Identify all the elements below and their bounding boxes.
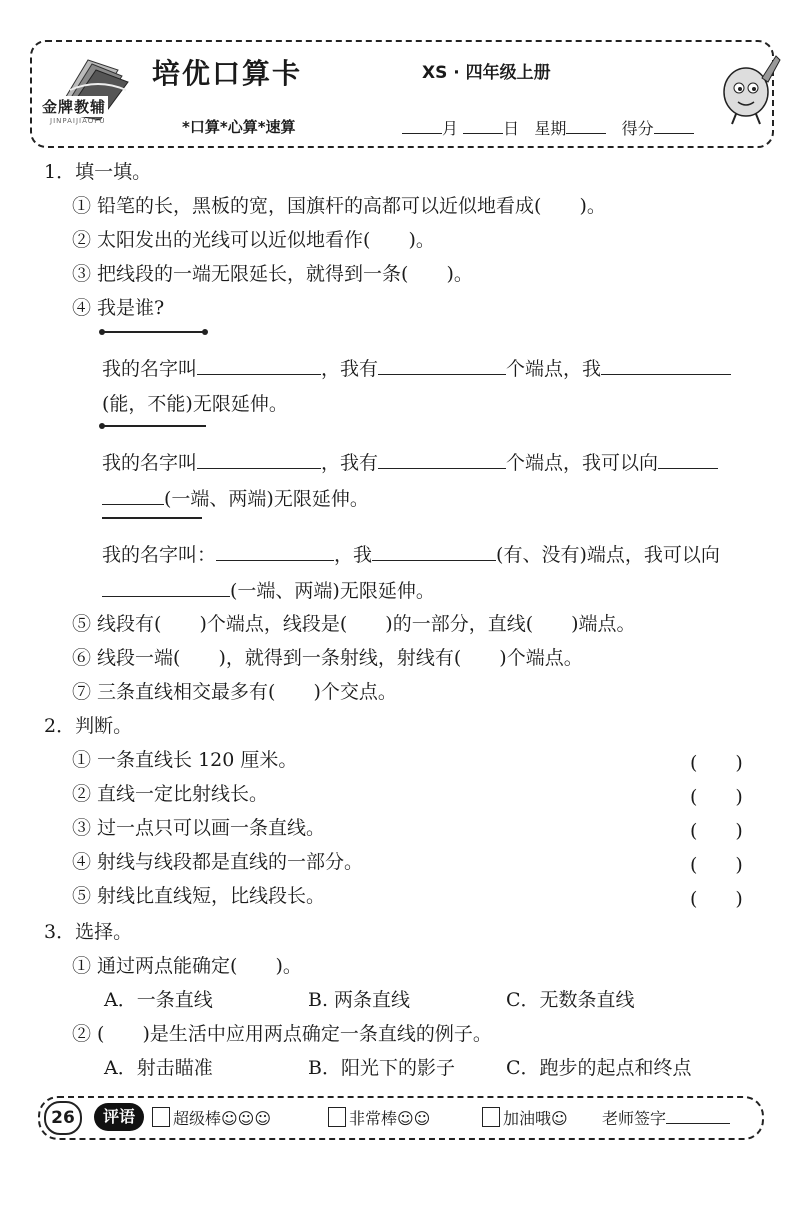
q3-item-2: ② ( )是生活中应用两点确定一条直线的例子。 xyxy=(72,1023,492,1045)
evaluation-footer xyxy=(38,1096,764,1140)
q2-item-1: ① 一条直线长 120 厘米。 xyxy=(72,749,298,771)
score-label: 得分 xyxy=(621,119,654,138)
q3-1-option-c[interactable]: C．无数条直线 xyxy=(506,989,635,1011)
who-c-text3: (有、没有)端点，我可以向 xyxy=(496,544,720,566)
checkbox-super[interactable] xyxy=(152,1107,170,1127)
who-a-line2: (能，不能)无限延伸。 xyxy=(102,393,288,415)
who-b-text1: 我的名字叫 xyxy=(102,452,198,474)
page-number: 26 xyxy=(44,1101,82,1135)
month-blank[interactable] xyxy=(402,119,442,134)
who-c-line1 xyxy=(102,542,720,567)
q3-title: 3．选择。 xyxy=(44,921,133,943)
q1-item-3: ③ 把线段的一端无限延长，就得到一条( )。 xyxy=(72,263,473,285)
q3-1-option-b[interactable]: B. 两条直线 xyxy=(308,989,411,1011)
q1-item-4: ④ 我是谁? xyxy=(72,297,165,319)
card-subtitle: *口算*心算*速算 xyxy=(182,118,296,136)
who-b-text4: (一端、两端)无限延伸。 xyxy=(164,488,369,510)
line-figure xyxy=(102,517,202,519)
option-keep-going[interactable] xyxy=(482,1106,568,1129)
q1-title: 1．填一填。 xyxy=(44,161,152,183)
day-label: 日 xyxy=(503,119,520,138)
q2-answer-4[interactable]: ( ) xyxy=(690,854,743,876)
who-a-text2: ，我有 xyxy=(321,358,379,380)
who-c-blank-dir[interactable] xyxy=(102,578,230,597)
q2-answer-5[interactable]: ( ) xyxy=(690,888,743,910)
q2-item-4: ④ 射线与线段都是直线的一部分。 xyxy=(72,851,364,873)
segment-figure xyxy=(102,331,206,333)
option-super-label: 超级棒☺☺☺ xyxy=(173,1109,272,1128)
who-c-blank-has[interactable] xyxy=(372,542,496,561)
option-very-good[interactable] xyxy=(328,1106,430,1129)
who-c-text2: ，我 xyxy=(334,544,373,566)
header-banner xyxy=(30,40,774,148)
ray-endpoint xyxy=(99,423,105,429)
who-a-line1 xyxy=(102,356,731,381)
who-c-text1: 我的名字叫： xyxy=(102,544,217,566)
who-b-blank-dir2[interactable] xyxy=(102,486,164,505)
who-b-text3: 个端点，我可以向 xyxy=(506,452,659,474)
ray-figure xyxy=(102,425,206,427)
q1-item-6: ⑥ 线段一端( )，就得到一条射线，射线有( )个端点。 xyxy=(72,647,583,669)
q2-item-2: ② 直线一定比射线长。 xyxy=(72,783,269,805)
logo-subtext: JINPAIJIAOFU xyxy=(50,117,106,125)
who-c-line2 xyxy=(102,578,435,603)
card-title: 培优口算卡 xyxy=(152,57,303,90)
q1-item-2: ② 太阳发出的光线可以近似地看作( )。 xyxy=(72,229,435,251)
who-b-line1 xyxy=(102,450,718,475)
q2-answer-1[interactable]: ( ) xyxy=(690,752,743,774)
checkbox-keep-going[interactable] xyxy=(482,1107,500,1127)
q2-answer-2[interactable]: ( ) xyxy=(690,786,743,808)
comment-badge: 评语 xyxy=(94,1103,144,1131)
who-a-blank-name[interactable] xyxy=(197,356,321,375)
date-score-row xyxy=(402,116,694,139)
teacher-signature-label: 老师签字 xyxy=(602,1109,667,1128)
q3-2-option-c[interactable]: C．跑步的起点和终点 xyxy=(506,1057,692,1079)
who-b-blank-dir1[interactable] xyxy=(658,450,718,469)
q1-item-1: ① 铅笔的长，黑板的宽，国旗杆的高都可以近似地看成( )。 xyxy=(72,195,606,217)
q2-title: 2．判断。 xyxy=(44,715,133,737)
score-blank[interactable] xyxy=(654,119,694,134)
who-b-blank-name[interactable] xyxy=(197,450,321,469)
who-a-blank-count[interactable] xyxy=(378,356,506,375)
q3-2-option-b[interactable]: B．阳光下的影子 xyxy=(308,1057,455,1079)
grade-label: XS · 四年级上册 xyxy=(422,63,551,83)
weekday-blank[interactable] xyxy=(566,119,606,134)
q3-2-option-a[interactable]: A．射击瞄准 xyxy=(104,1057,213,1079)
segment-endpoint-right xyxy=(202,329,208,335)
who-a-text1: 我的名字叫 xyxy=(102,358,198,380)
pencil-mascot-icon xyxy=(714,48,784,128)
who-a-text3: 个端点，我 xyxy=(506,358,602,380)
q2-item-3: ③ 过一点只可以画一条直线。 xyxy=(72,817,326,839)
q3-item-1: ① 通过两点能确定( )。 xyxy=(72,955,302,977)
who-c-blank-name[interactable] xyxy=(216,542,334,561)
segment-endpoint-left xyxy=(99,329,105,335)
day-blank[interactable] xyxy=(463,119,503,134)
option-very-good-label: 非常棒☺☺ xyxy=(349,1109,431,1128)
q3-1-option-a[interactable]: A．一条直线 xyxy=(104,989,213,1011)
q2-answer-3[interactable]: ( ) xyxy=(690,820,743,842)
checkbox-very-good[interactable] xyxy=(328,1107,346,1127)
who-b-blank-count[interactable] xyxy=(378,450,506,469)
option-super[interactable] xyxy=(152,1106,271,1129)
teacher-signature xyxy=(602,1106,730,1129)
q1-item-5: ⑤ 线段有( )个端点，线段是( )的一部分，直线( )端点。 xyxy=(72,613,636,635)
weekday-label: 星期 xyxy=(534,119,567,138)
option-keep-going-label: 加油哦☺ xyxy=(503,1109,568,1128)
q2-item-5: ⑤ 射线比直线短，比线段长。 xyxy=(72,885,326,907)
q1-item-7: ⑦ 三条直线相交最多有( )个交点。 xyxy=(72,681,397,703)
month-label: 月 xyxy=(442,119,459,138)
who-c-text4: (一端、两端)无限延伸。 xyxy=(230,580,435,602)
who-b-text2: ，我有 xyxy=(321,452,379,474)
who-b-line2 xyxy=(102,486,369,511)
logo-text: 金牌教辅 xyxy=(42,98,107,116)
who-a-blank-extend[interactable] xyxy=(601,356,731,375)
teacher-signature-blank[interactable] xyxy=(666,1107,730,1124)
